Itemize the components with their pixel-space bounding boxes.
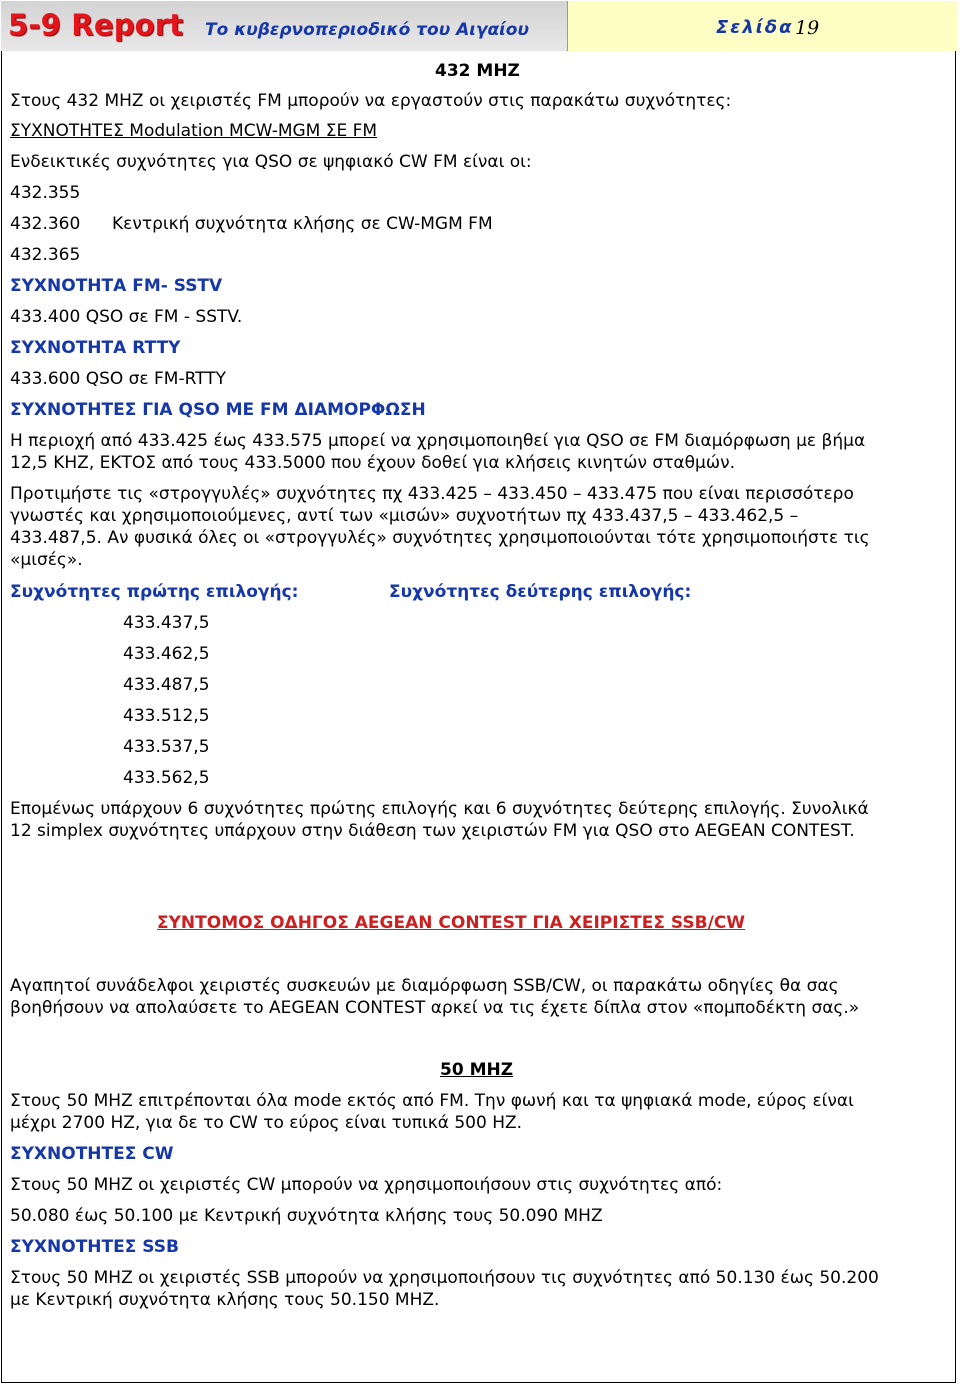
fm-para1-line1: Η περιοχή από 433.425 έως 433.575 μπορεί να χρησιμοποιηθεί για QSO σε FM διαμόρφωση με βήμα bbox=[10, 431, 866, 451]
modulation-line: ΣΥΧΝΟΤΗΤΕΣ Modulation MCW-MGM ΣΕ FM bbox=[10, 121, 378, 141]
first-choice-heading: Συχνότητες πρώτης επιλογής: bbox=[10, 582, 299, 602]
sstv-line: 433.400 QSO σε FM - SSTV. bbox=[10, 307, 243, 327]
freq-432365: 432.365 bbox=[10, 245, 81, 265]
fm-para2-line3: 433.487,5. Αν φυσικά όλες οι «στρογγυλές» συχνότητες χρησιμοποιούνται τότε χρησιμοποιήστε τις bbox=[10, 528, 870, 548]
fm-para1-line2: 12,5 KHZ, ΕΚΤΟΣ από τους 433.5000 που έχουν δοθεί για κλήσεις κινητών σταθμών. bbox=[10, 453, 735, 473]
digital-intro: Ενδεικτικές συχνότητες για QSO σε ψηφιακό CW FM είναι οι: bbox=[10, 152, 532, 172]
sstv-heading: ΣΥΧΝΟΤΗΤΑ FM- SSTV bbox=[10, 276, 223, 296]
guide-title: ΣΥΝΤΟΜΟΣ ΟΔΗΓΟΣ AEGEAN CONTEST ΓΙΑ ΧΕΙΡΙΣΤΕΣ SSB/CW bbox=[157, 913, 746, 933]
intro-50-line2: μέχρι 2700 HZ, για δε το CW το εύρος είναι τυπικά 500 HZ. bbox=[10, 1113, 523, 1133]
cw-line2: 50.080 έως 50.100 με Κεντρική συχνότητα κλήσης τους 50.090 MHZ bbox=[10, 1206, 603, 1226]
first-choice-freq: 433.512,5 bbox=[123, 706, 210, 726]
fm-para2-line1: Προτιμήστε τις «στρογγυλές» συχνότητες πχ 433.425 – 433.450 – 433.475 που είναι περισσότερο bbox=[10, 484, 854, 504]
freq-432355: 432.355 bbox=[10, 183, 81, 203]
guide-para-line1: Αγαπητοί συνάδελφοι χειριστές συσκευών με διαμόρφωση SSB/CW, οι παρακάτω οδηγίες θα σας bbox=[10, 976, 839, 996]
magazine-logo: 5-9 Report bbox=[8, 8, 184, 42]
cw-heading: ΣΥΧΝΟΤΗΤΕΣ CW bbox=[10, 1144, 174, 1164]
intro-432: Στους 432 MHZ οι χειριστές FM μπορούν να εργαστούν στις παρακάτω συχνότητες: bbox=[10, 91, 732, 111]
rtty-heading: ΣΥΧΝΟΤΗΤΑ RTTY bbox=[10, 338, 181, 358]
page-indicator bbox=[567, 1, 957, 51]
fm-para2-line2: γνωστές και χρησιμοποιούμενες, αντί των «μισών» συχνοτήτων πχ 433.437,5 – 433.462,5 – bbox=[10, 506, 799, 526]
first-choice-freq: 433.462,5 bbox=[123, 644, 210, 664]
freq-432360: 432.360 bbox=[10, 214, 81, 234]
header-banner bbox=[1, 1, 567, 51]
summary-line1: Επομένως υπάρχουν 6 συχνότητες πρώτης επιλογής και 6 συχνότητες δεύτερης επιλογής. Συνολικά bbox=[10, 799, 869, 819]
section-title-432: 432 MHZ bbox=[435, 61, 520, 81]
magazine-subtitle: Το κυβερνοπεριοδικό του Αιγαίου bbox=[205, 20, 529, 40]
first-choice-freq: 433.487,5 bbox=[123, 675, 210, 695]
ssb-line1: Στους 50 MHZ οι χειριστές SSB μπορούν να χρησιμοποιήσουν τις συχνότητες από 50.130 έως 50.200 bbox=[10, 1268, 879, 1288]
page-number: 19 bbox=[795, 17, 820, 39]
rtty-line: 433.600 QSO σε FM-RTTY bbox=[10, 369, 227, 389]
freq-432360-desc: Κεντρική συχνότητα κλήσης σε CW-MGM FM bbox=[112, 214, 493, 234]
first-choice-freq: 433.562,5 bbox=[123, 768, 210, 788]
ssb-line2: με Κεντρική συχνότητα κλήσης τους 50.150 MHZ. bbox=[10, 1290, 440, 1310]
section-title-50: 50 MHZ bbox=[440, 1060, 514, 1080]
first-choice-freq: 433.437,5 bbox=[123, 613, 210, 633]
intro-50-line1: Στους 50 MHZ επιτρέπονται όλα mode εκτός από FM. Την φωνή και τα ψηφιακά mode, εύρος είναι bbox=[10, 1091, 854, 1111]
fm-heading: ΣΥΧΝΟΤΗΤΕΣ ΓΙΑ QSO ΜΕ FM ΔΙΑΜΟΡΦΩΣΗ bbox=[10, 400, 426, 420]
page-header bbox=[1, 1, 956, 51]
cw-line1: Στους 50 MHZ οι χειριστές CW μπορούν να χρησιμοποιήσουν στις συχνότητες από: bbox=[10, 1175, 723, 1195]
fm-para2-line4: «μισές». bbox=[10, 550, 83, 570]
summary-line2: 12 simplex συχνότητες υπάρχουν στην διάθεση των χειριστών FM για QSO στο AEGEAN CONTEST. bbox=[10, 821, 855, 841]
guide-para-line2: βοηθήσουν να απολαύσετε το AEGEAN CONTEST αρκεί να τις έχετε δίπλα στον «πομποδέκτη σας.» bbox=[10, 998, 860, 1018]
second-choice-heading: Συχνότητες δεύτερης επιλογής: bbox=[389, 582, 692, 602]
page-label: Σελίδα bbox=[716, 17, 794, 38]
first-choice-freq: 433.537,5 bbox=[123, 737, 210, 757]
ssb-heading: ΣΥΧΝΟΤΗΤΕΣ SSB bbox=[10, 1237, 179, 1257]
